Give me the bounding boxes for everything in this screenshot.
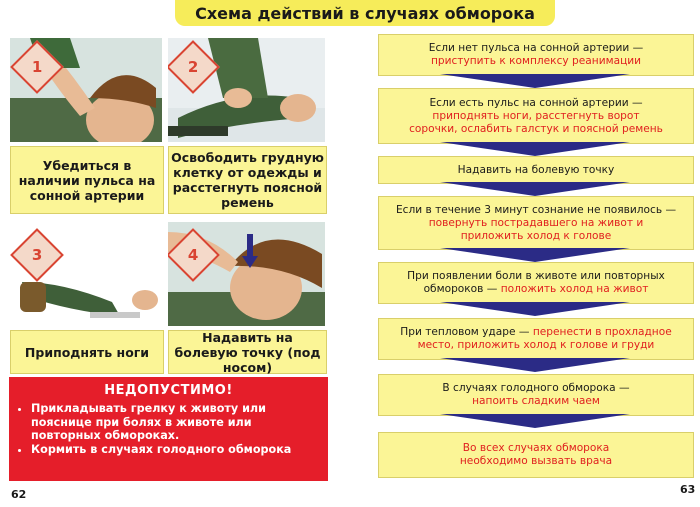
flow-text: В случаях голодного обморока — [442,382,630,394]
page-number-left: 62 [11,488,27,501]
step-caption [10,146,164,214]
step-caption-text: Надавить на болевую точку (под носом) [174,329,321,375]
flow-arrow [440,414,630,428]
flow-text: При тепловом ударе — [400,326,530,338]
flow-arrow [440,142,630,156]
warning-title: НЕДОПУСТИМО! [104,383,233,398]
illustration-check-pulse [10,38,162,142]
page-number-right: 63 [680,483,696,496]
flow-text: Во всех случаях обморока необходимо вызвать врача [459,442,613,467]
page-title: Схема действий в случаях обморока [195,3,535,23]
page-title-bar [175,0,555,26]
flow-arrow [440,302,630,316]
flow-step-5 [378,262,694,304]
flow-step-2 [378,88,694,144]
step-caption-text: Приподнять ноги [24,344,150,360]
flow-text: Если в течение 3 минут сознание не появилось — [395,203,677,216]
step-caption [168,330,327,374]
illustration-raise-legs [10,222,162,326]
warning-item: • Прикладывать грелку к животу или пояснице при болях в животе или повторных обмороках. [31,402,318,443]
flow-step-8 [378,432,694,478]
flow-arrow [440,74,630,88]
flow-line [379,270,693,296]
flow-text: Если есть пульс на сонной артерии — [429,96,643,109]
warning-box [9,377,328,481]
flow-step-7 [378,374,694,416]
warning-item: • Кормить в случаях голодного обморока [31,443,318,457]
flow-line [379,326,693,352]
step-number: 4 [187,246,199,264]
step-number: 3 [31,246,43,264]
flow-text: При появлении боли в животе или повторных обмороков — [407,270,665,295]
step-caption-text: Освободить грудную клетку от одежды и расстегнуть поясной ремень [171,150,324,210]
flow-step-3 [378,156,694,184]
flow-arrow [440,182,630,196]
flow-action: перенести в прохладное место, приложить холод к голове и груди [417,326,672,351]
flow-action: приступить к комплексу реанимации [430,55,642,67]
illustration-loosen-clothing [168,38,325,142]
flow-arrow [440,358,630,372]
step-caption [168,146,327,214]
step-caption [10,330,164,374]
flow-action: приподнять ноги, расстегнуть ворот сорочки, ослабить галстук и поясной ремень [409,109,663,135]
step-caption-text: Убедиться в наличии пульса на сонной артерии [18,157,156,203]
flow-step-6 [378,318,694,360]
illustration-pain-point [168,222,325,326]
step-number: 2 [187,58,199,76]
step-number: 1 [31,58,43,76]
flow-text: Если нет пульса на сонной артерии — [428,42,644,54]
flow-action: напоить сладким чаем [472,395,600,407]
flow-step-4 [378,196,694,250]
flow-action: повернуть пострадавшего на живот и приложить холод к голове [428,216,644,242]
flow-step-1 [378,34,694,76]
flow-arrow [440,248,630,262]
flow-text: Надавить на болевую точку [457,163,615,176]
flow-action: положить холод на живот [500,283,649,295]
